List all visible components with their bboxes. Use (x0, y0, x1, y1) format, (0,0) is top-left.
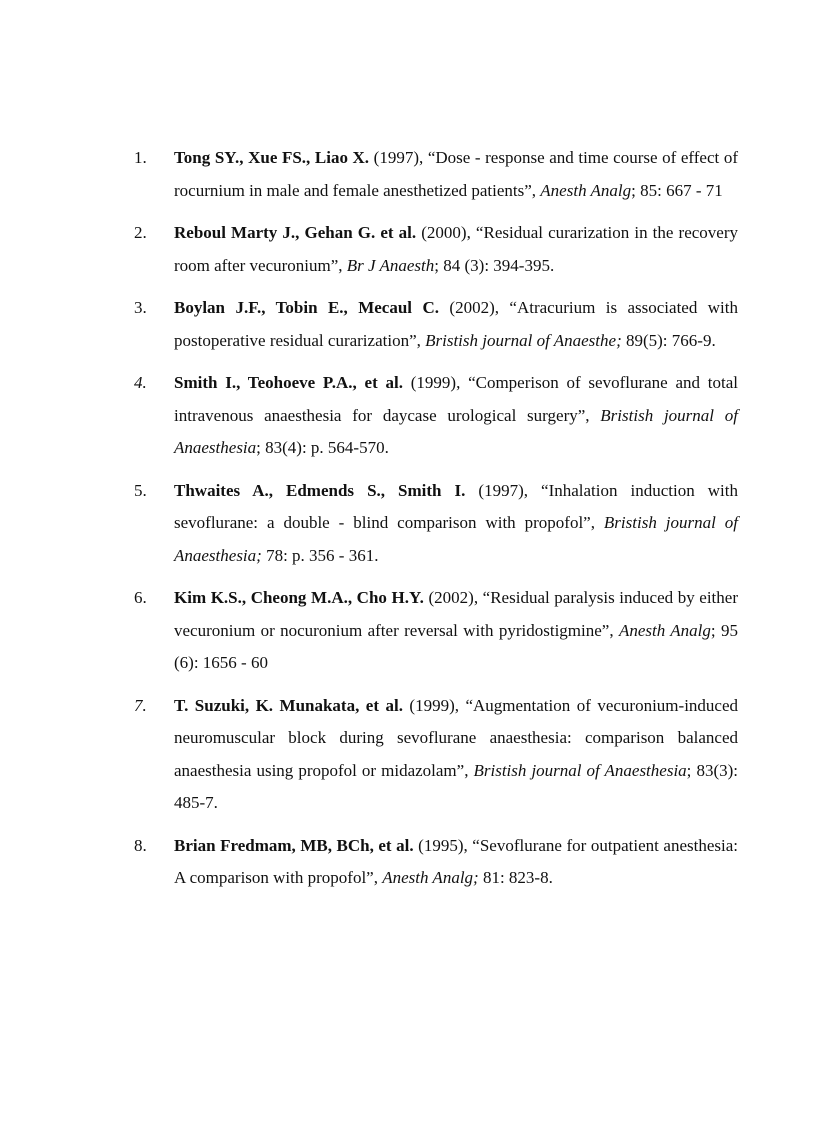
reference-details: ; 84 (3): 394-395. (434, 255, 555, 275)
reference-details: ; 83(3): 485-7. (174, 760, 738, 812)
reference-journal: Br J Anaesth (346, 255, 435, 275)
reference-year-title: (1995), “Sevoflurane for outpatient anesthesia: A comparison with propofol”, (174, 835, 738, 887)
reference-year-title: (1999), “Augmentation of vecuronium-induced neuromuscular block during sevoflurane anaesthesia: comparison balanced anaesthesia using propofol or midazolam”, (174, 695, 739, 780)
reference-number: 7. (134, 695, 147, 715)
reference-number: 3. (134, 298, 147, 317)
reference-journal: Bristish journal of Anaesthesia (473, 760, 687, 780)
reference-journal: Bristish journal of Anaesthe; (425, 330, 622, 350)
reference-details: 78: p. 356 - 361. (261, 545, 379, 565)
reference-authors: Reboul Marty J., Gehan G. et al. (174, 223, 417, 242)
reference-journal: Anesth Analg (618, 620, 711, 640)
reference-journal: Bristish journal of Anaesthesia (174, 405, 739, 457)
reference-details: ; 83(4): p. 564-570. (256, 438, 389, 457)
reference-year-title: (2000), “Residual curarization in the recovery room after vecuronium”, (174, 223, 738, 275)
reference-year-title: (1997), “Inhalation induction with sevoflurane: a double - blind comparison with propofol”, (174, 480, 738, 532)
reference-year-title: (2002), “Atracurium is associated with postoperative residual curarization”, (174, 298, 738, 350)
reference-authors: T. Suzuki, K. Munakata, et al. (174, 695, 403, 715)
reference-item (134, 292, 738, 357)
reference-item (134, 690, 738, 820)
reference-item (134, 142, 738, 207)
reference-details: 89(5): 766-9. (621, 330, 716, 350)
reference-year-title: (1999), “Comperison of sevoflurane and total intravenous anaesthesia for daycase urological surgery”, (174, 373, 738, 425)
reference-item (134, 367, 738, 465)
reference-journal: Anesth Analg (540, 180, 632, 200)
reference-authors: Kim K.S., Cheong M.A., Cho H.Y. (174, 588, 424, 607)
reference-authors: Thwaites A., Edmends S., Smith I. (174, 480, 466, 500)
reference-details: ; 85: 667 - 71 (631, 180, 723, 200)
reference-authors: Smith I., Teohoeve P.A., et al. (174, 373, 403, 392)
reference-number: 4. (134, 373, 147, 392)
reference-item (134, 475, 738, 573)
reference-authors: Tong SY., Xue FS., Liao X. (174, 148, 370, 167)
reference-number: 2. (134, 223, 147, 242)
reference-list (134, 142, 738, 905)
reference-number: 1. (134, 148, 147, 167)
reference-number: 6. (134, 588, 147, 607)
reference-year-title: (1997), “Dose - response and time course of effect of rocurnium in male and female anesthetized patients”, (174, 148, 738, 200)
reference-details: ; 95 (6): 1656 - 60 (174, 620, 738, 672)
reference-authors: Boylan J.F., Tobin E., Mecaul C. (174, 298, 439, 317)
reference-item (134, 830, 738, 895)
reference-authors: Brian Fredmam, MB, BCh, et al. (174, 835, 414, 855)
reference-journal: Bristish journal of Anaesthesia; (174, 513, 739, 565)
reference-details: 81: 823-8. (478, 868, 553, 887)
reference-number: 5. (134, 480, 147, 500)
reference-number: 8. (134, 835, 147, 855)
reference-item (134, 582, 738, 680)
reference-journal: Anesth Analg; (382, 868, 479, 887)
reference-year-title: (2002), “Residual paralysis induced by either vecuronium or nocuronium after reversal with pyridostigmine”, (174, 588, 738, 640)
reference-item (134, 217, 738, 282)
